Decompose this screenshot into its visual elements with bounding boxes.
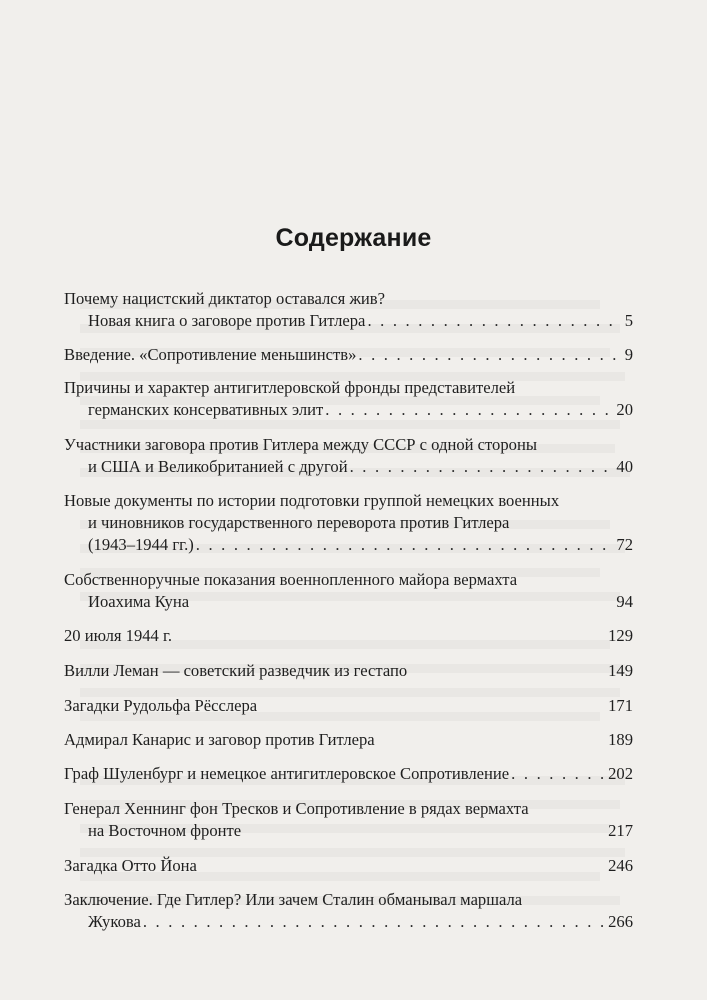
dot-leader [358,344,621,366]
toc-entry-title-line: Загадка Отто Йона [64,856,197,875]
toc-entry[interactable] [64,625,633,647]
toc-entry[interactable] [64,660,633,682]
toc-page-number: 266 [608,912,633,931]
toc-page-number: 129 [608,626,633,645]
toc-page-number: 171 [608,696,633,715]
toc-entry-title-line: германских консервативных элит [88,400,324,419]
toc-entry-title-line: Заключение. Где Гитлер? Или зачем Сталин обманывал маршала [64,890,523,909]
toc-entry-title-line: Вилли Леман — советский разведчик из гестапо [64,661,408,680]
toc-page-number: 20 [616,400,633,419]
toc-entry[interactable] [64,569,633,613]
toc-entry-title-line: и чиновников государственного переворота против Гитлера [88,513,510,532]
toc-page-number: 40 [616,457,633,476]
toc-entry-title-line: на Восточном фронте [88,821,242,840]
toc-entry[interactable] [64,855,633,877]
toc-entry[interactable] [64,763,633,785]
toc-entry[interactable] [64,889,633,933]
toc-entry-title-line: Генерал Хеннинг фон Тресков и Сопротивление в рядах вермахта [64,799,529,818]
toc-entry[interactable] [64,729,633,751]
toc-page-number: 189 [608,730,633,749]
dot-leader [143,911,605,933]
toc-entry[interactable] [64,798,633,842]
toc-entry-title-line: Иоахима Куна [88,592,190,611]
toc-entry-title-line: Почему нацистский диктатор оставался жив? [64,289,385,308]
toc-page-number: 246 [608,856,633,875]
toc-entry-title-line: Граф Шуленбург и немецкое антигитлеровское Сопротивление [64,764,510,783]
table-of-contents [64,276,633,933]
toc-entry-title-line: Жукова [88,912,141,931]
toc-entry-title-line: Введение. «Сопротивление меньшинств» [64,345,357,364]
toc-page-number: 72 [616,535,633,554]
toc-entry-title-line: Участники заговора против Гитлера между СССР с одной стороны [64,435,537,454]
dot-leader [367,310,621,332]
toc-page-number: 149 [608,661,633,680]
toc-page-number: 217 [608,821,633,840]
toc-entry[interactable] [64,434,633,478]
toc-entry-title-line: Новые документы по истории подготовки группой немецких военных [64,491,560,510]
toc-entry[interactable] [64,377,633,421]
toc-entry[interactable] [64,490,633,556]
dot-leader [196,534,614,556]
toc-entry-title-line: (1943–1944 гг.) [88,535,194,554]
toc-page-number: 202 [608,764,633,783]
toc-entry-title-line: Новая книга о заговоре против Гитлера [88,311,366,330]
toc-entry-title-line: Причины и характер антигитлеровской фронды представителей [64,378,516,397]
toc-entry[interactable] [64,288,633,332]
toc-entry[interactable] [64,695,633,717]
toc-page-number: 94 [616,592,633,611]
dot-leader [511,763,605,785]
dot-leader [325,399,613,421]
toc-entry-title-line: Собственноручные показания военнопленного майора вермахта [64,570,518,589]
toc-entry[interactable] [64,344,633,366]
toc-page-number: 9 [624,345,633,364]
toc-entry-title-line: Загадки Рудольфа Рёсслера [64,696,258,715]
toc-entry-title-line: 20 июля 1944 г. [64,626,173,645]
dot-leader [350,456,614,478]
toc-entry-title-line: Адмирал Канарис и заговор против Гитлера [64,730,375,749]
toc-page-number: 5 [624,311,633,330]
toc-entry-title-line: и США и Великобританией с другой [88,457,348,476]
page-title: Содержание [275,224,432,252]
